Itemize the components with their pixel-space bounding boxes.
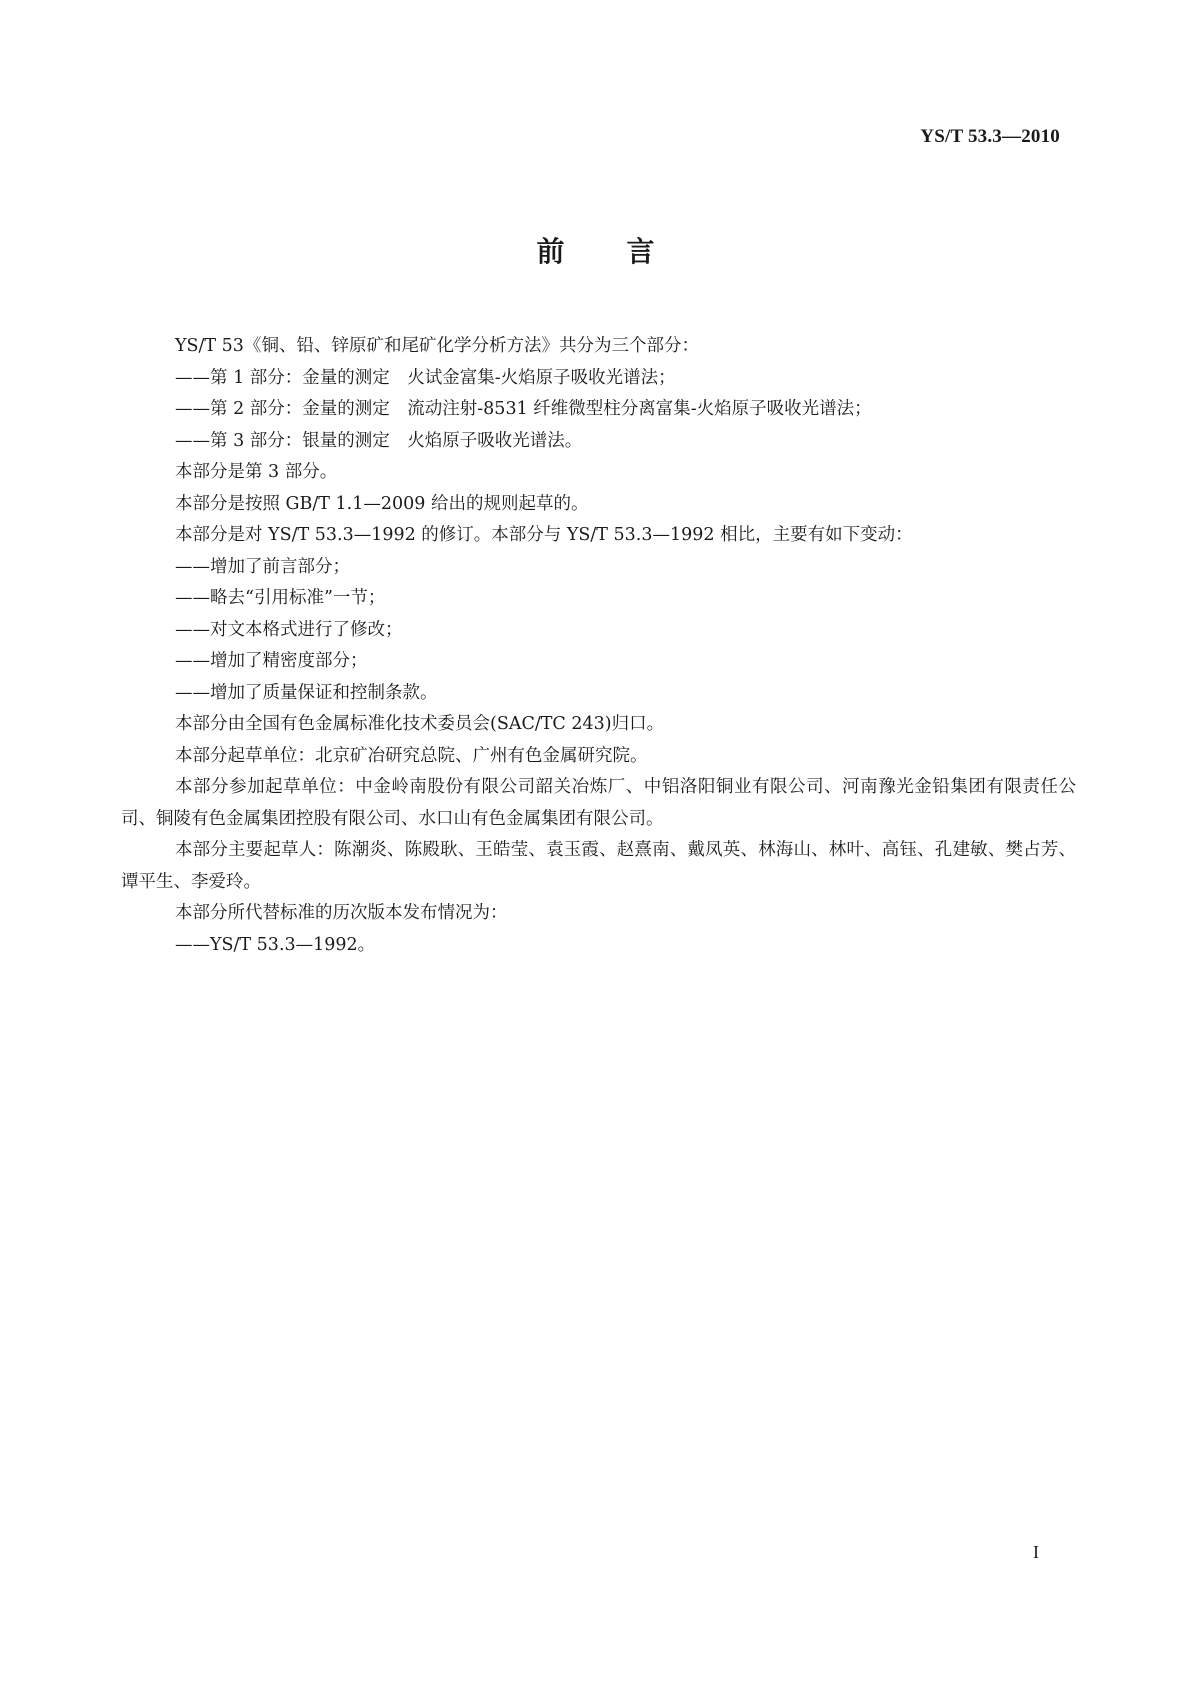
list-item-change-5: ——增加了质量保证和控制条款。 <box>175 682 438 703</box>
page-title <box>0 230 1191 270</box>
paragraph-revision: 本部分是对 YS/T 53.3—1992 的修订。本部分与 YS/T 53.3—1992 相比，主要有如下变动： <box>175 525 913 545</box>
paragraph-part-number: 本部分是第 3 部分。 <box>175 462 338 482</box>
foreword-body <box>121 331 1076 961</box>
list-item-part-3: ——第 3 部分：银量的测定 火焰原子吸收光谱法。 <box>175 430 583 451</box>
paragraph-history-intro: 本部分所代替标准的历次版本发布情况为： <box>175 903 508 923</box>
paragraph-committee: 本部分由全国有色金属标准化技术委员会(SAC/TC 243)归口。 <box>175 714 665 734</box>
list-item-change-3: ——对文本格式进行了修改； <box>175 619 403 640</box>
paragraph-drafting-rules: 本部分是按照 GB/T 1.1—2009 给出的规则起草的。 <box>175 493 589 514</box>
paragraph-drafting-units: 本部分起草单位：北京矿冶研究总院、广州有色金属研究院。 <box>175 745 648 766</box>
list-item-part-1: ——第 1 部分：金量的测定 火试金富集-火焰原子吸收光谱法； <box>175 367 676 388</box>
list-item-change-2: ——略去“引用标准”一节； <box>175 588 386 608</box>
paragraph-series-intro: YS/T 53《铜、铅、锌原矿和尾矿化学分析方法》共分为三个部分： <box>175 336 699 356</box>
title-char-1: 前 <box>536 235 565 268</box>
list-item-part-2: ——第 2 部分：金量的测定 流动注射-8531 纤维微型柱分离富集-火焰原子吸收光谱法； <box>175 399 872 419</box>
list-item-change-4: ——增加了精密度部分； <box>175 651 368 671</box>
title-char-2: 言 <box>626 235 655 268</box>
list-item-history-1: ——YS/T 53.3—1992。 <box>175 934 376 955</box>
list-item-change-1: ——增加了前言部分； <box>175 556 350 577</box>
paragraph-participating-units: 本部分参加起草单位：中金岭南股份有限公司韶关冶炼厂、中铝洛阳铜业有限公司、河南豫光金铅集团有限责任公司、铜陵有色金属集团控股有限公司、水口山有色金属集团有限公司。 <box>121 777 1076 829</box>
standard-code: YS/T 53.3—2010 <box>920 126 1060 147</box>
page-number: I <box>1033 1542 1039 1562</box>
paragraph-drafters: 本部分主要起草人：陈潮炎、陈殿耿、王皓莹、袁玉霞、赵熹南、戴凤英、林海山、林叶、高钰、孔建敏、樊占芳、谭平生、李爱玲。 <box>121 840 1076 892</box>
